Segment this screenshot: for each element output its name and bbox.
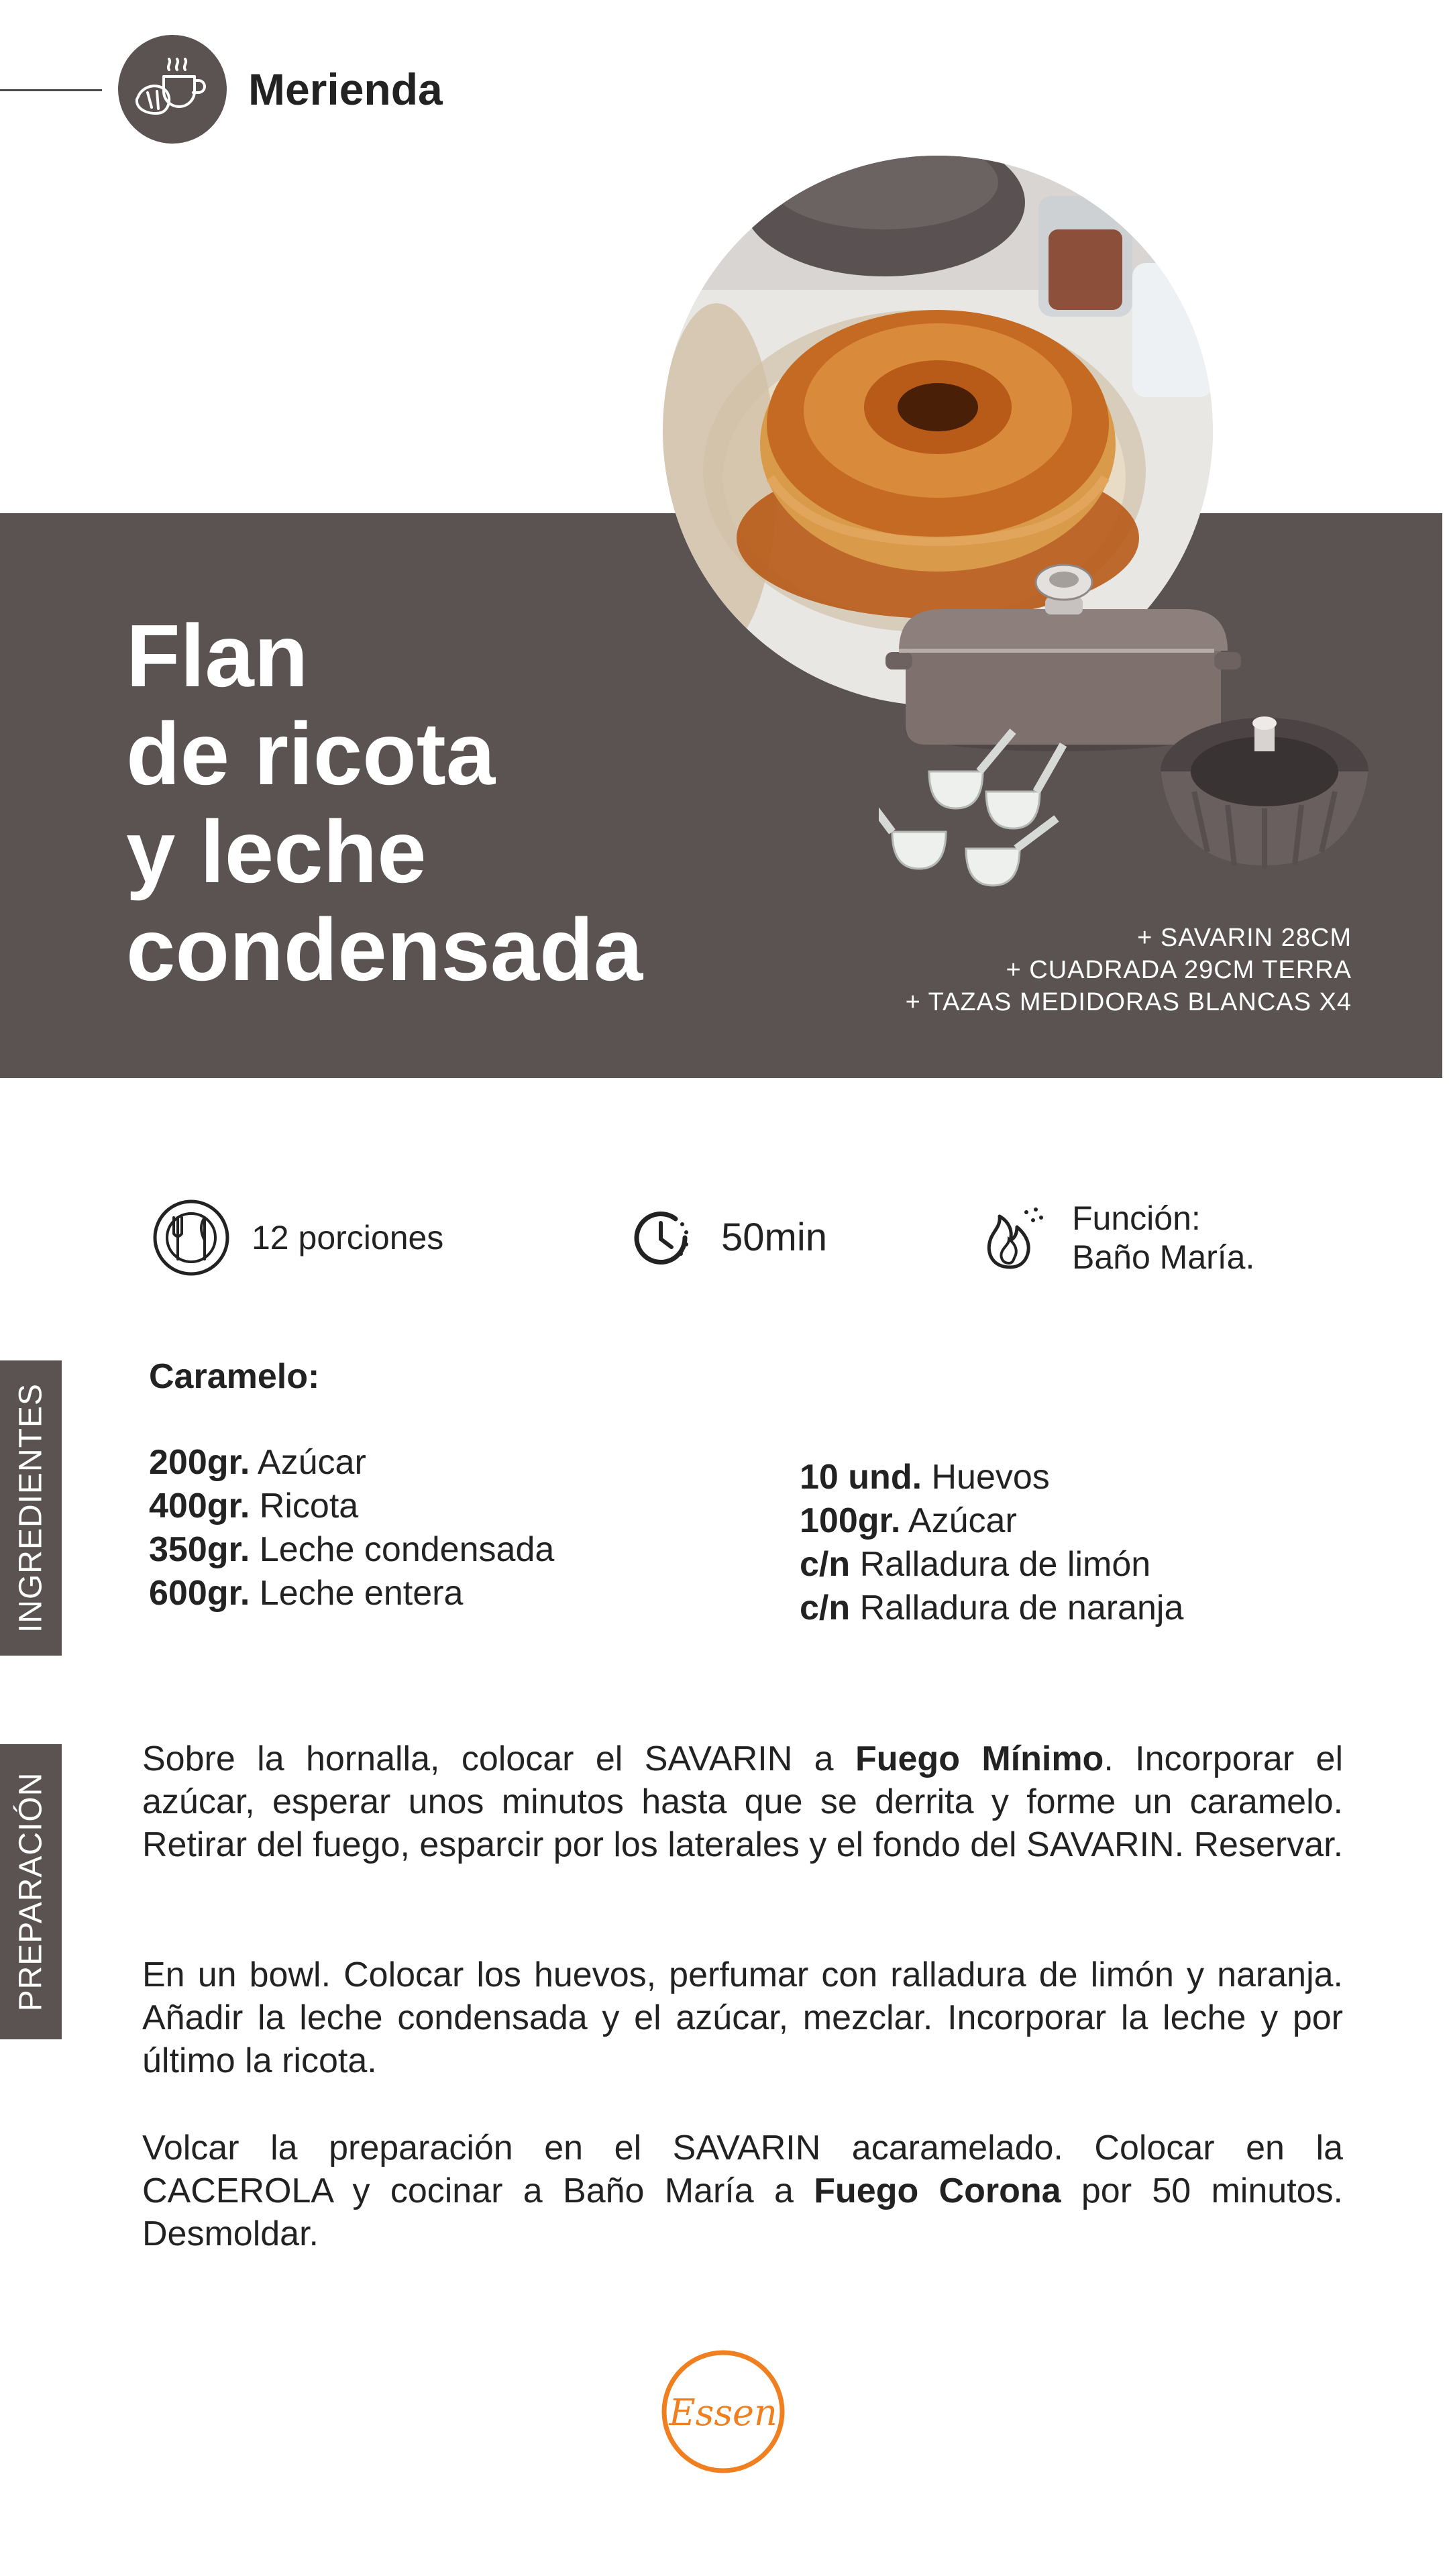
ingredients-tab <box>0 1360 62 1656</box>
function-text <box>1072 1199 1254 1277</box>
products-list <box>906 922 1352 1018</box>
title-line: condensada <box>126 900 643 999</box>
ingredients-right <box>800 1456 1183 1630</box>
ingredient-item: 200gr. Azúcar <box>149 1443 366 1482</box>
function-label: Función: <box>1072 1199 1201 1237</box>
ingredient-item: 100gr. Azúcar <box>800 1501 1017 1540</box>
preparation-tab <box>0 1744 62 2039</box>
portions-info <box>151 1194 443 1281</box>
ingredient-item: 400gr. Ricota <box>149 1487 359 1525</box>
ingredient-item: 600gr. Leche entera <box>149 1574 464 1613</box>
cookware-icon <box>879 550 1389 906</box>
title-line: Flan <box>126 606 309 705</box>
category-badge <box>118 35 227 144</box>
ingredient-item: 350gr. Leche condensada <box>149 1530 555 1569</box>
portions-text: 12 porciones <box>252 1219 444 1256</box>
function-info <box>971 1194 1254 1281</box>
clock-icon <box>621 1197 701 1278</box>
category-title: Merienda <box>248 64 443 114</box>
preparation-step-1: Sobre la hornalla, colocar el SAVARIN a Fuego Mínimo. Incorporar el azúcar, esperar unos minutos hasta que se derrita y forme un caramelo. Retirar del fuego, esparcir por los laterales y el fondo del SAVARIN. Reservar. <box>142 1739 1344 1864</box>
cutlery-plate-icon <box>151 1197 231 1278</box>
svg-text:Essen: Essen <box>669 2392 777 2434</box>
products-illustration <box>879 550 1389 906</box>
ingredients-left <box>149 1441 554 1615</box>
ingredient-item: c/n Ralladura de naranja <box>800 1589 1184 1627</box>
time-text: 50min <box>721 1216 827 1259</box>
ingredient-item: c/n Ralladura de limón <box>800 1545 1151 1584</box>
ingredients-tab-label: INGREDIENTES <box>13 1383 49 1633</box>
preparation-step-2: En un bowl. Colocar los huevos, perfumar con ralladura de limón y naranja. Añadir la leche condensada y el azúcar, mezclar. Incorporar la leche y por último la ricota. <box>142 1955 1343 2080</box>
preparation-tab-label: PREPARACIÓN <box>13 1772 49 2012</box>
time-info <box>621 1194 827 1281</box>
flame-icon <box>971 1197 1052 1278</box>
coffee-cup-croissant-icon <box>118 35 227 144</box>
recipe-title <box>126 607 643 999</box>
product-item: + TAZAS MEDIDORAS BLANCAS X4 <box>905 988 1352 1016</box>
function-value: Baño María. <box>1072 1238 1255 1276</box>
essen-logo <box>659 2348 787 2475</box>
header-divider <box>0 89 102 91</box>
title-line: y leche <box>126 802 427 901</box>
preparation-step-3: Volcar la preparación en el SAVARIN acaramelado. Colocar en la CACEROLA y cocinar a Baño María a Fuego Corona por 50 minutos. Desmoldar. <box>142 2129 1344 2253</box>
ingredient-item: 10 und. Huevos <box>800 1458 1050 1497</box>
caramel-heading: Caramelo: <box>149 1357 320 1396</box>
essen-logo-icon <box>659 2348 787 2475</box>
title-line: de ricota <box>126 704 496 803</box>
product-item: + SAVARIN 28CM <box>1137 924 1352 952</box>
product-item: + CUADRADA 29CM TERRA <box>1006 956 1352 984</box>
